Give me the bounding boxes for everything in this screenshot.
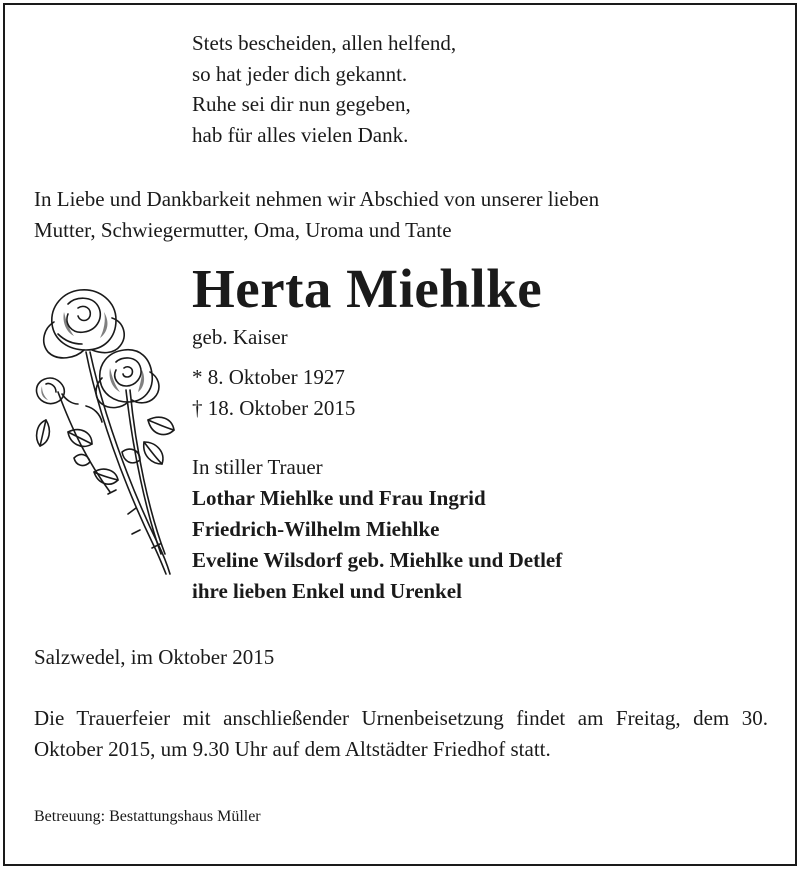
- mourner-name: Friedrich-Wilhelm Miehlke: [192, 517, 440, 541]
- mourners-heading: In stiller Trauer: [192, 455, 323, 479]
- mourner-name: ihre lieben Enkel und Urenkel: [192, 579, 462, 603]
- place-date: Salzwedel, im Oktober 2015: [34, 645, 275, 669]
- poem: [192, 28, 456, 150]
- death-date: † 18. Oktober 2015: [192, 396, 356, 420]
- birth-date: * 8. Oktober 1927: [192, 365, 345, 389]
- intro-line: In Liebe und Dankbarkeit nehmen wir Abschied von unserer lieben: [34, 187, 600, 211]
- deceased-name: Herta Miehlke: [192, 258, 543, 319]
- maiden-name: geb. Kaiser: [192, 325, 288, 349]
- mourners: [192, 452, 562, 607]
- funeral-home-note: Betreuung: Bestattungshaus Müller: [34, 808, 261, 825]
- roses-illustration-icon: [28, 282, 188, 587]
- poem-line: Ruhe sei dir nun gegeben,: [192, 92, 411, 116]
- mourner-name: Lothar Miehlke und Frau Ingrid: [192, 486, 486, 510]
- ceremony-text: Die Trauerfeier mit anschließender Urnenbeisetzung findet am Freitag, dem 30. Oktober 2015, um 9.30 Uhr auf dem Altstädter Friedhof statt.: [34, 706, 768, 761]
- intro-text: [34, 184, 774, 246]
- poem-line: so hat jeder dich gekannt.: [192, 61, 408, 86]
- mourner-name: Eveline Wilsdorf geb. Miehlke und Detlef: [192, 548, 563, 572]
- life-dates: [192, 362, 355, 424]
- intro-line: Mutter, Schwiegermutter, Oma, Uroma und Tante: [34, 218, 452, 242]
- poem-line: hab für alles vielen Dank.: [192, 122, 409, 147]
- poem-line: Stets bescheiden, allen helfend,: [192, 31, 457, 55]
